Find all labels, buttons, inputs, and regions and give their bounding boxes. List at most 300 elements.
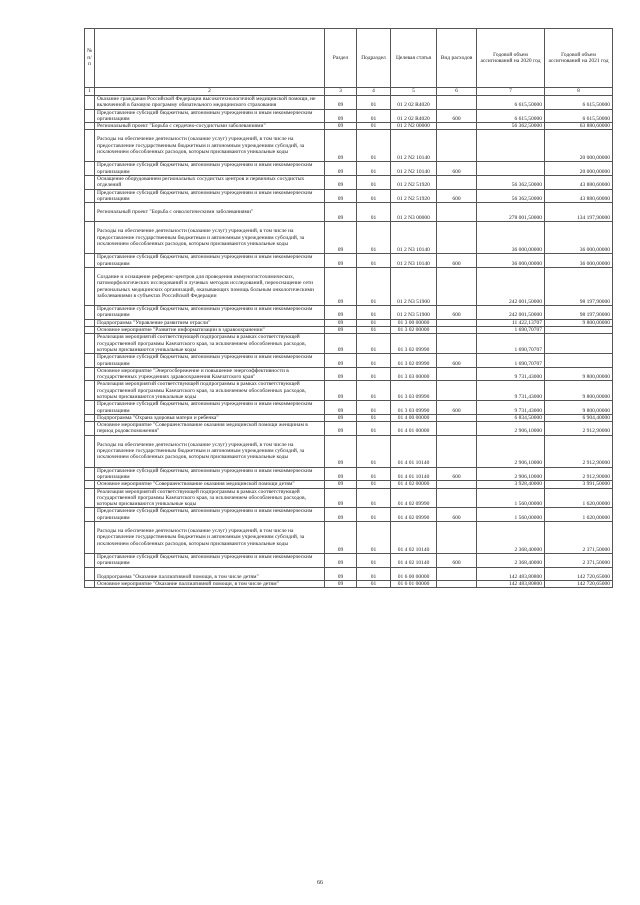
table-row — [85, 96, 613, 110]
row-name-cell — [95, 189, 325, 203]
row-podrazdel-cell: 01 — [357, 327, 391, 334]
row-csr-cell: 01 2 N2 51920 — [391, 189, 437, 203]
table-row — [85, 109, 613, 123]
row-razdel-cell: 09 — [325, 306, 357, 320]
row-number-cell — [85, 354, 95, 368]
row-csr-cell: 01 3 02 09990 — [391, 354, 437, 368]
table-row — [85, 435, 613, 467]
row-2020-cell: 142 483,80800 — [477, 580, 545, 587]
row-csr-cell: 01 6 00 00000 — [391, 567, 437, 580]
row-name-cell — [95, 96, 325, 110]
row-name-text — [97, 247, 322, 253]
row-2020-cell: 56 362,50000 — [477, 175, 545, 189]
table-row — [85, 222, 613, 254]
row-name-cell — [95, 567, 325, 580]
row-2021-cell: 2 912,90000 — [545, 467, 613, 481]
table-row — [85, 414, 613, 421]
row-vr-cell — [437, 96, 477, 110]
row-vr-cell — [437, 334, 477, 354]
row-name-text: Расходы на обеспечение деятельности (оказание услуг) учреждений, в том числе на предоставление государственным бюджетным и автономным учреждениям субсидий, за исключением обособленных расходов, которым присваиваются уникальные коды — [97, 136, 305, 156]
row-podrazdel-cell: 01 — [357, 488, 391, 508]
header-2020: Годовой объем ассигнований на 2020 год — [477, 29, 545, 88]
row-vr-cell — [437, 522, 477, 554]
row-vr-cell — [437, 319, 477, 326]
row-razdel-cell: 09 — [325, 254, 357, 268]
row-csr-cell: 01 3 03 09990 — [391, 401, 437, 415]
col-number: 4 — [357, 88, 391, 96]
row-name-cell — [95, 422, 325, 436]
row-csr-cell: 01 3 00 00000 — [391, 319, 437, 326]
row-name-text: Предоставление субсидий бюджетным, автономным учреждениям и иным некоммерческим организациям — [97, 354, 313, 367]
row-2021-cell — [545, 327, 613, 334]
row-name-text — [97, 547, 322, 553]
row-vr-cell — [437, 130, 477, 162]
row-name-text: Предоставление субсидий бюджетным, автономным учреждениям и иным некоммерческим организациям — [97, 508, 313, 521]
row-2020-cell: 2 906,10000 — [477, 435, 545, 467]
row-vr-cell — [437, 203, 477, 222]
row-csr-cell: 01 4 02 10140 — [391, 522, 437, 554]
row-razdel-cell: 09 — [325, 130, 357, 162]
header-podrazdel: Подраздел — [357, 29, 391, 88]
row-name-cell — [95, 222, 325, 254]
row-razdel-cell: 09 — [325, 481, 357, 488]
row-csr-cell: 01 4 01 00000 — [391, 422, 437, 436]
row-name-cell — [95, 367, 325, 381]
row-name-text: Оказание гражданам Российской Федерации высокотехнологичной медицинской помощи, не включенной в базовую программу обязательного медицинского страхования — [97, 96, 316, 109]
table-row — [85, 467, 613, 481]
row-name-text — [97, 461, 322, 467]
row-2021-cell: 142 720,65000 — [545, 580, 613, 587]
row-razdel-cell: 09 — [325, 414, 357, 421]
row-2021-cell: 9 800,00000 — [545, 367, 613, 381]
row-number-cell — [85, 481, 95, 488]
row-name-text: Расходы на обеспечение деятельности (оказание услуг) учреждений, в том числе на предоставление государственным бюджетным и автономным учреждениям субсидий, за исключением обособленных расходов, которым присваиваются уникальные коды — [97, 441, 305, 461]
row-name-cell — [95, 481, 325, 488]
row-2020-cell: 6 615,50000 — [477, 109, 545, 123]
row-name-text: Предоставление субсидий бюджетным, автономным учреждениям и иным некоммерческим организациям — [97, 189, 313, 202]
row-2021-cell: 134 197,90000 — [545, 203, 613, 222]
row-podrazdel-cell: 01 — [357, 130, 391, 162]
row-podrazdel-cell: 01 — [357, 481, 391, 488]
row-2021-cell: 9 800,00000 — [545, 401, 613, 415]
row-number-cell — [85, 109, 95, 123]
row-razdel-cell: 09 — [325, 162, 357, 176]
row-vr-cell — [437, 327, 477, 334]
row-name-text: Реализация мероприятий соответствующей подпрограммы в рамках соответствующей государственной программы Камчатского края, за исключением обособленных расходов, которым присваиваются уникальные коды — [97, 488, 306, 508]
row-number-cell — [85, 401, 95, 415]
row-name-text: Предоставление субсидий бюджетным, автономным учреждениям и иным некоммерческим организациям — [97, 401, 313, 414]
row-2020-cell: 2 906,10000 — [477, 467, 545, 481]
row-vr-cell: 600 — [437, 508, 477, 522]
row-csr-cell: 01 2 02 R4020 — [391, 96, 437, 110]
table-row — [85, 401, 613, 415]
row-number-cell — [85, 267, 95, 305]
row-name-text: Основное мероприятие "Энергосбережение и повышение энергоэффективности в государственных учреждениях здравоохранения Камчатского края" — [97, 367, 289, 381]
row-podrazdel-cell: 01 — [357, 254, 391, 268]
row-number-cell — [85, 508, 95, 522]
row-2021-cell: 2 371,50000 — [545, 522, 613, 554]
row-2020-cell: 242 001,50000 — [477, 267, 545, 305]
row-razdel-cell: 09 — [325, 327, 357, 334]
row-number-cell — [85, 189, 95, 203]
row-name-cell — [95, 401, 325, 415]
row-csr-cell: 01 4 01 10140 — [391, 435, 437, 467]
row-vr-cell — [437, 367, 477, 381]
row-number-cell — [85, 435, 95, 467]
row-2020-cell: 9 731,43000 — [477, 401, 545, 415]
table-row — [85, 422, 613, 436]
row-podrazdel-cell: 01 — [357, 189, 391, 203]
row-razdel-cell: 09 — [325, 522, 357, 554]
page-number: 66 — [317, 880, 323, 886]
row-podrazdel-cell: 01 — [357, 306, 391, 320]
row-name-cell — [95, 162, 325, 176]
row-2021-cell: 9 800,00000 — [545, 381, 613, 401]
row-razdel-cell: 09 — [325, 123, 357, 130]
table-row — [85, 162, 613, 176]
row-name-cell — [95, 354, 325, 368]
row-name-cell — [95, 175, 325, 189]
row-number-cell — [85, 162, 95, 176]
row-2021-cell — [545, 334, 613, 354]
row-2020-cell: 1 690,70707 — [477, 354, 545, 368]
row-csr-cell: 01 3 02 00000 — [391, 327, 437, 334]
row-razdel-cell: 09 — [325, 109, 357, 123]
row-razdel-cell: 09 — [325, 367, 357, 381]
row-number-cell — [85, 175, 95, 189]
row-podrazdel-cell: 01 — [357, 319, 391, 326]
row-2020-cell: 2 368,40000 — [477, 553, 545, 567]
row-csr-cell: 01 4 00 00000 — [391, 414, 437, 421]
row-csr-cell: 01 4 02 00000 — [391, 481, 437, 488]
row-number-cell — [85, 567, 95, 580]
row-2020-cell: 242 001,50000 — [477, 306, 545, 320]
row-vr-cell: 600 — [437, 553, 477, 567]
row-name-cell — [95, 254, 325, 268]
row-name-cell — [95, 334, 325, 354]
row-csr-cell: 01 3 03 09990 — [391, 381, 437, 401]
row-vr-cell: 600 — [437, 401, 477, 415]
row-number-cell — [85, 319, 95, 326]
row-vr-cell — [437, 381, 477, 401]
row-razdel-cell: 09 — [325, 175, 357, 189]
row-podrazdel-cell: 01 — [357, 401, 391, 415]
column-number-row — [85, 88, 613, 96]
header-razdel: Раздел — [325, 29, 357, 88]
row-2020-cell: 11 422,13707 — [477, 319, 545, 326]
row-name-text: Основное мероприятие "Развитие информатизации в здравоохранении" — [97, 327, 265, 334]
row-razdel-cell: 09 — [325, 435, 357, 467]
row-razdel-cell: 09 — [325, 422, 357, 436]
table-row — [85, 267, 613, 305]
table-row — [85, 123, 613, 130]
row-name-text: Предоставление субсидий бюджетным, автономным учреждениям и иным некоммерческим организациям — [97, 162, 313, 175]
row-podrazdel-cell: 01 — [357, 522, 391, 554]
row-number-cell — [85, 130, 95, 162]
table-row — [85, 481, 613, 488]
table-row — [85, 508, 613, 522]
row-name-text — [97, 299, 322, 305]
row-2020-cell: 1 690,70707 — [477, 334, 545, 354]
row-name-text: Основное мероприятие "Совершенствование оказания медицинской помощи женщинам в период родовспоможения" — [97, 422, 308, 435]
row-csr-cell: 01 2 N2 10140 — [391, 130, 437, 162]
table-row — [85, 367, 613, 381]
row-2020-cell: 56 362,50000 — [477, 189, 545, 203]
col-number: 2 — [95, 88, 325, 96]
row-name-cell — [95, 319, 325, 326]
row-2020-cell — [477, 162, 545, 176]
row-vr-cell: 600 — [437, 109, 477, 123]
row-podrazdel-cell: 01 — [357, 123, 391, 130]
row-name-cell — [95, 488, 325, 508]
table-row — [85, 567, 613, 580]
row-name-text: Предоставление субсидий бюджетным, автономным учреждениям и иным некоммерческим организациям — [97, 467, 313, 480]
row-podrazdel-cell: 01 — [357, 267, 391, 305]
row-2021-cell: 36 000,00000 — [545, 254, 613, 268]
header-2021: Годовой объем ассигнований на 2021 год — [545, 29, 613, 88]
row-name-text: Подпрограмма "Управление развитием отрасли" — [97, 319, 211, 326]
row-name-cell — [95, 414, 325, 421]
row-2021-cell: 9 800,00000 — [545, 319, 613, 326]
row-vr-cell: 600 — [437, 467, 477, 481]
row-name-text: Региональный проект "Борьба с сердечно-сосудистыми заболеваниями" — [97, 123, 266, 130]
row-csr-cell: 01 2 N3 10140 — [391, 254, 437, 268]
row-2020-cell: 36 000,00000 — [477, 222, 545, 254]
row-name-cell — [95, 580, 325, 587]
row-2020-cell: 9 731,43000 — [477, 367, 545, 381]
row-vr-cell — [437, 435, 477, 467]
table-row — [85, 203, 613, 222]
header-name — [95, 29, 325, 88]
row-name-text: Предоставление субсидий бюджетным, автономным учреждениям и иным некоммерческим организациям — [97, 109, 313, 122]
row-2021-cell: 2 371,50000 — [545, 553, 613, 567]
row-name-cell — [95, 267, 325, 305]
row-podrazdel-cell: 01 — [357, 467, 391, 481]
row-number-cell — [85, 306, 95, 320]
row-vr-cell — [437, 175, 477, 189]
row-number-cell — [85, 522, 95, 554]
row-2020-cell: 2 368,40000 — [477, 522, 545, 554]
row-name-text: Подпрограмма "Оказание паллиативной помощи, в том числе детям" — [97, 573, 259, 580]
row-2021-cell: 43 880,60000 — [545, 189, 613, 203]
row-podrazdel-cell: 01 — [357, 508, 391, 522]
row-2021-cell — [545, 354, 613, 368]
row-2020-cell: 36 000,00000 — [477, 254, 545, 268]
row-name-text: Предоставление субсидий бюджетным, автономным учреждениям и иным некоммерческим организациям — [97, 306, 313, 319]
row-name-text: Подпрограмма "Охрана здоровья матери и ребенка" — [97, 414, 219, 421]
row-2021-cell: 3 991,50000 — [545, 481, 613, 488]
row-number-cell — [85, 222, 95, 254]
row-2021-cell: 1 620,00000 — [545, 508, 613, 522]
col-number: 5 — [391, 88, 437, 96]
row-razdel-cell: 09 — [325, 381, 357, 401]
col-number: 3 — [325, 88, 357, 96]
row-number-cell — [85, 96, 95, 110]
row-vr-cell — [437, 567, 477, 580]
row-number-cell — [85, 422, 95, 436]
row-csr-cell: 01 2 N3 51900 — [391, 306, 437, 320]
row-csr-cell: 01 2 N3 51900 — [391, 267, 437, 305]
row-number-cell — [85, 327, 95, 334]
row-podrazdel-cell: 01 — [357, 109, 391, 123]
row-csr-cell: 01 2 N2 00000 — [391, 123, 437, 130]
row-number-cell — [85, 414, 95, 421]
row-name-text — [97, 215, 322, 221]
row-number-cell — [85, 367, 95, 381]
row-csr-cell: 01 2 N2 10140 — [391, 162, 437, 176]
row-name-text: Расходы на обеспечение деятельности (оказание услуг) учреждений, в том числе на предоставление государственным бюджетным и автономным учреждениям субсидий, за исключением обособленных расходов, которым присваиваются уникальные коды — [97, 528, 305, 547]
row-number-cell — [85, 580, 95, 587]
row-number-cell — [85, 123, 95, 130]
row-2020-cell: 2 906,10000 — [477, 422, 545, 436]
row-name-cell — [95, 508, 325, 522]
row-name-text: Оснащение оборудованием региональных сосудистых центров и первичных сосудистых отделений — [97, 175, 305, 189]
row-number-cell — [85, 553, 95, 567]
row-2021-cell: 63 880,60000 — [545, 123, 613, 130]
row-razdel-cell: 09 — [325, 401, 357, 415]
row-2021-cell: 43 880,60000 — [545, 175, 613, 189]
row-csr-cell: 01 6 01 00000 — [391, 580, 437, 587]
row-csr-cell: 01 3 02 09990 — [391, 334, 437, 354]
budget-table — [84, 28, 613, 588]
row-2021-cell: 6 615,50000 — [545, 96, 613, 110]
row-2021-cell: 36 000,00000 — [545, 222, 613, 254]
table-header-row — [85, 29, 613, 88]
row-2021-cell: 6 615,50000 — [545, 109, 613, 123]
row-vr-cell: 600 — [437, 189, 477, 203]
row-csr-cell: 01 4 02 10140 — [391, 553, 437, 567]
row-razdel-cell: 09 — [325, 222, 357, 254]
table-row — [85, 175, 613, 189]
row-name-cell — [95, 553, 325, 567]
row-vr-cell — [437, 222, 477, 254]
row-razdel-cell: 09 — [325, 467, 357, 481]
table-row — [85, 488, 613, 508]
row-2020-cell: 1 560,00000 — [477, 508, 545, 522]
row-2020-cell: 1 690,70707 — [477, 327, 545, 334]
table-row — [85, 354, 613, 368]
row-csr-cell: 01 2 N2 51920 — [391, 175, 437, 189]
table-row — [85, 580, 613, 587]
row-2021-cell: 20 000,00000 — [545, 130, 613, 162]
row-podrazdel-cell: 01 — [357, 175, 391, 189]
row-2021-cell: 142 720,65000 — [545, 567, 613, 580]
row-2020-cell: 6 615,50000 — [477, 96, 545, 110]
row-vr-cell — [437, 481, 477, 488]
row-podrazdel-cell: 01 — [357, 96, 391, 110]
row-2020-cell: 56 362,50000 — [477, 123, 545, 130]
row-2021-cell: 1 620,00000 — [545, 488, 613, 508]
row-podrazdel-cell: 01 — [357, 381, 391, 401]
row-podrazdel-cell: 01 — [357, 580, 391, 587]
row-csr-cell: 01 4 02 09990 — [391, 488, 437, 508]
row-podrazdel-cell: 01 — [357, 422, 391, 436]
header-vr: Вид расходов — [437, 29, 477, 88]
row-vr-cell — [437, 422, 477, 436]
row-razdel-cell: 09 — [325, 319, 357, 326]
row-name-text: Предоставление субсидий бюджетным, автономным учреждениям и иным некоммерческим организациям — [97, 254, 313, 267]
row-number-cell — [85, 488, 95, 508]
row-2020-cell: 3 928,40000 — [477, 481, 545, 488]
row-name-cell — [95, 203, 325, 222]
table-row — [85, 334, 613, 354]
row-2021-cell: 6 904,40000 — [545, 414, 613, 421]
row-razdel-cell: 09 — [325, 96, 357, 110]
row-number-cell — [85, 203, 95, 222]
row-razdel-cell: 09 — [325, 267, 357, 305]
row-name-text: Расходы на обеспечение деятельности (оказание услуг) учреждений, в том числе на предоставление государственным бюджетным и автономным учреждениям субсидий, за исключением обособленных расходов, которым присваиваются уникальные коды — [97, 228, 305, 248]
row-csr-cell: 01 2 N3 10140 — [391, 222, 437, 254]
row-vr-cell: 600 — [437, 254, 477, 268]
row-name-text: Основное мероприятие "Совершенствование оказания медицинской помощи детям" — [97, 481, 295, 488]
table-row — [85, 327, 613, 334]
row-name-text: Создание и оснащение референс-центров для проведения иммуногистохимических, патоморфологических исследований и лучевых методов исследований, переоснащение сети региональных медицинских организаций, оказывающих помощь больным онкологическими заболеваниями в субъектах Российской Федерации — [97, 273, 314, 299]
row-2021-cell: 98 197,90000 — [545, 306, 613, 320]
row-podrazdel-cell: 01 — [357, 222, 391, 254]
table-row — [85, 553, 613, 567]
row-2021-cell: 2 912,90000 — [545, 422, 613, 436]
row-podrazdel-cell: 01 — [357, 553, 391, 567]
table-body — [85, 96, 613, 588]
col-number: 7 — [477, 88, 545, 96]
row-podrazdel-cell: 01 — [357, 354, 391, 368]
row-vr-cell — [437, 123, 477, 130]
table-row — [85, 254, 613, 268]
row-vr-cell: 600 — [437, 306, 477, 320]
row-podrazdel-cell: 01 — [357, 567, 391, 580]
header-csr: Целевая статья — [391, 29, 437, 88]
row-razdel-cell: 09 — [325, 488, 357, 508]
row-name-cell — [95, 522, 325, 554]
row-name-cell — [95, 381, 325, 401]
row-number-cell — [85, 254, 95, 268]
row-name-cell — [95, 130, 325, 162]
row-podrazdel-cell: 01 — [357, 334, 391, 354]
header-num: № п/п — [85, 29, 95, 88]
row-2020-cell: 9 731,43000 — [477, 381, 545, 401]
row-razdel-cell: 09 — [325, 580, 357, 587]
row-podrazdel-cell: 01 — [357, 162, 391, 176]
row-name-cell — [95, 435, 325, 467]
row-number-cell — [85, 334, 95, 354]
row-2021-cell: 98 197,90000 — [545, 267, 613, 305]
row-name-text: Реализация мероприятий соответствующей подпрограммы в рамках соответствующей государственной программы Камчатского края, за исключением обособленных расходов, которым присваиваются уникальные коды — [97, 334, 306, 353]
row-2020-cell — [477, 130, 545, 162]
row-razdel-cell: 09 — [325, 203, 357, 222]
row-name-cell — [95, 123, 325, 130]
table-row — [85, 189, 613, 203]
row-name-cell — [95, 306, 325, 320]
table-row — [85, 381, 613, 401]
row-2020-cell: 1 560,00000 — [477, 488, 545, 508]
row-name-text: Предоставление субсидий бюджетным, автономным учреждениям и иным некоммерческим организациям — [97, 553, 313, 567]
row-name-cell — [95, 467, 325, 481]
row-name-cell — [95, 327, 325, 334]
row-vr-cell — [437, 580, 477, 587]
row-name-text: Региональный проект "Борьба с онкологическими заболеваниями" — [97, 209, 254, 216]
row-2021-cell: 20 000,00000 — [545, 162, 613, 176]
row-razdel-cell: 09 — [325, 508, 357, 522]
row-vr-cell — [437, 488, 477, 508]
table-row — [85, 522, 613, 554]
row-csr-cell: 01 3 03 00000 — [391, 367, 437, 381]
row-2020-cell: 142 483,80800 — [477, 567, 545, 580]
row-podrazdel-cell: 01 — [357, 414, 391, 421]
table-row — [85, 130, 613, 162]
row-vr-cell — [437, 414, 477, 421]
row-csr-cell: 01 2 02 R4020 — [391, 109, 437, 123]
row-razdel-cell: 09 — [325, 553, 357, 567]
